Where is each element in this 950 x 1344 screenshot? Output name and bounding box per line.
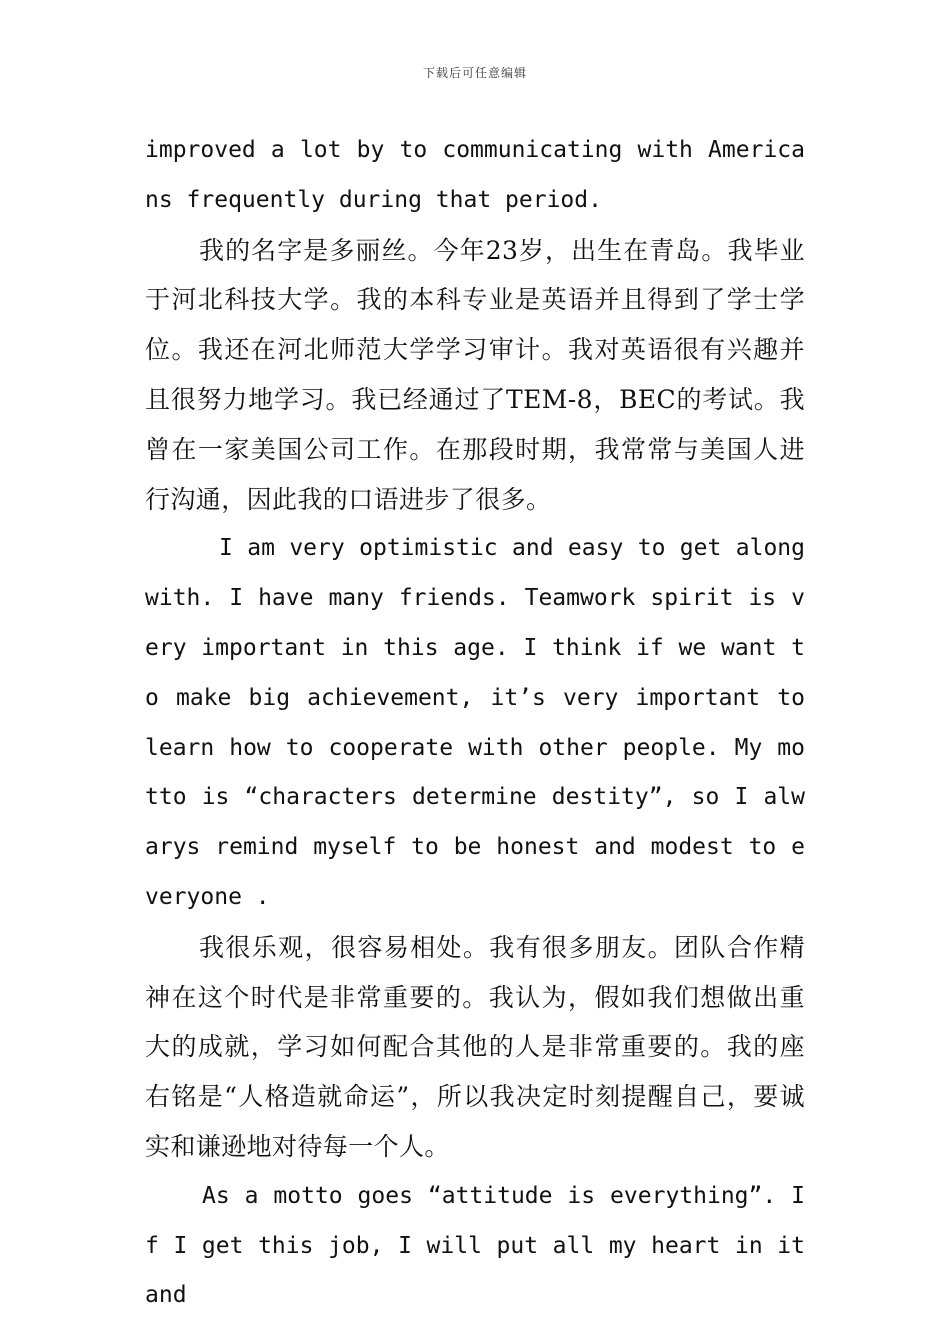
paragraph-chinese-introduction: 我的名字是多丽丝。今年23岁，出生在青岛。我毕业于河北科技大学。我的本科专业是英语并且得到了学士学位。我还在河北师范大学学习审计。我对英语很有兴趣并且很努力地学习。我已经通过了TEM-8，BEC的考试。我曾在一家美国公司工作。在那段时期，我常常与美国人进行沟通，因此我的口语进步了很多。 (145, 235, 805, 514)
paragraph-chinese-personality: 我很乐观，很容易相处。我有很多朋友。团队合作精神在这个时代是非常重要的。我认为，假如我们想做出重大的成就，学习如何配合其他的人是非常重要的。我的座右铭是“人格造就命运”，所以我决定时刻提醒自己，要诚实和谦逊地对待每一个人。 (145, 932, 805, 1161)
document-body (145, 126, 805, 1321)
paragraph-english-personality: I am very optimistic and easy to get along with. I have many friends. Teamwork spirit is very important in this age. I think if we want to make big achievement, it’s very important to learn how to cooperate with other people. My motto is “characters determine destity”, so I alwarys remind myself to be honest and modest to everyone . (145, 535, 805, 910)
page-header: 下载后可任意编辑 (422, 66, 527, 80)
paragraph-english-motto: As a motto goes “attitude is everything”. If I get this job, I will put all my heart in it and (145, 1182, 805, 1309)
paragraph-english-continued: improved a lot by to communicating with Americans frequently during that period. (145, 137, 805, 213)
